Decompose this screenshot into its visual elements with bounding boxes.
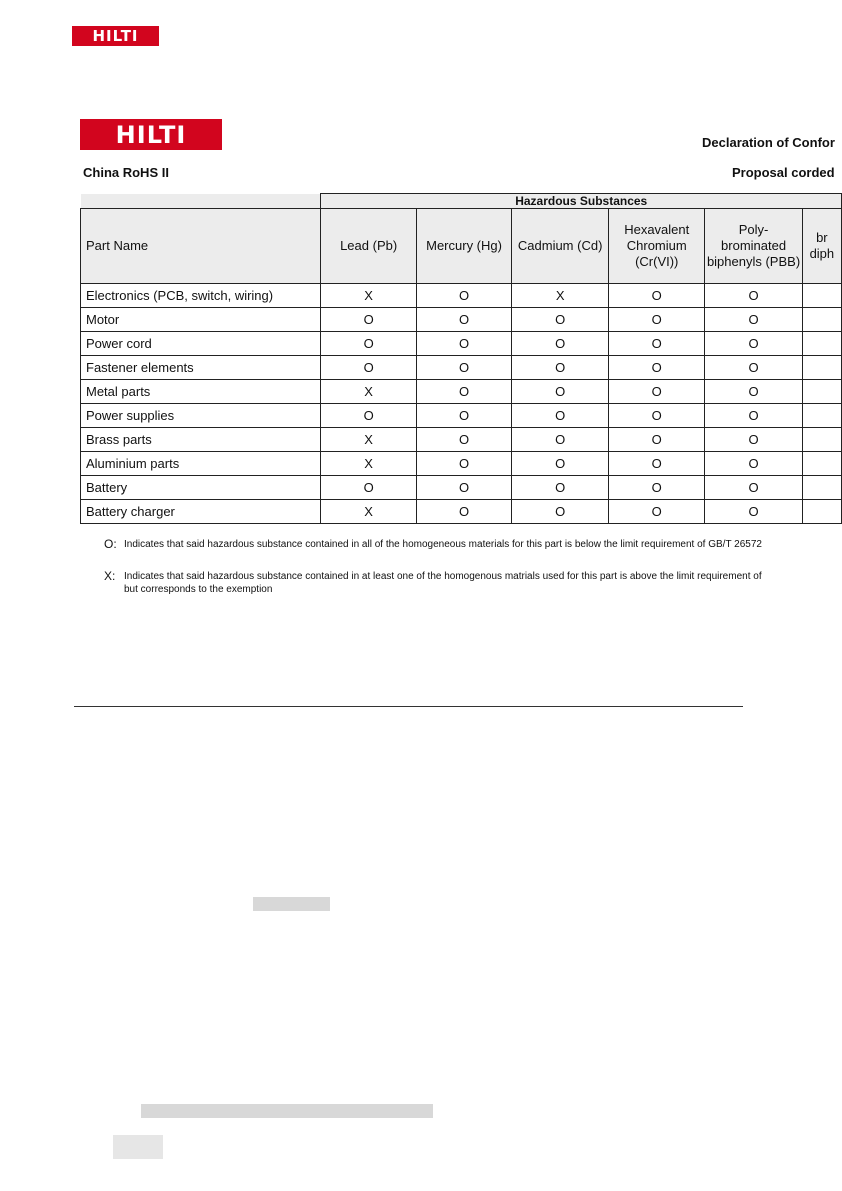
redacted-bar — [141, 1104, 433, 1118]
substance-value-cell: O — [705, 476, 802, 500]
substance-value-cell — [802, 284, 841, 308]
group-header-row — [81, 194, 842, 209]
substance-value-cell: O — [321, 332, 416, 356]
column-header-row — [81, 209, 842, 284]
substance-value-cell: O — [705, 428, 802, 452]
substance-value-cell: O — [321, 404, 416, 428]
substance-value-cell: O — [512, 380, 609, 404]
rohs-title: China RoHS II — [83, 165, 169, 180]
substance-value-cell: O — [416, 308, 511, 332]
substance-value-cell: O — [416, 356, 511, 380]
declaration-title: Declaration of Confor — [702, 135, 835, 150]
part-name-cell: Fastener elements — [81, 356, 321, 380]
column-header-hexavalent-chromium: Hexavalent Chromium (Cr(VI)) — [609, 209, 705, 284]
substance-value-cell: X — [321, 284, 416, 308]
table-row — [81, 476, 842, 500]
substance-value-cell: X — [321, 500, 416, 524]
substance-value-cell: O — [512, 356, 609, 380]
substance-value-cell: O — [321, 356, 416, 380]
substance-value-cell: O — [705, 500, 802, 524]
table-row — [81, 332, 842, 356]
substance-value-cell: O — [609, 428, 705, 452]
column-header-pbde: br diph — [802, 209, 841, 284]
substance-value-cell: O — [416, 476, 511, 500]
substance-value-cell: O — [609, 380, 705, 404]
substance-value-cell: O — [705, 404, 802, 428]
substance-value-cell: O — [609, 284, 705, 308]
legend-x-text — [124, 570, 762, 596]
substance-value-cell: O — [416, 380, 511, 404]
legend-x-symbol: X: — [104, 569, 116, 583]
substance-value-cell: O — [609, 476, 705, 500]
part-name-cell: Brass parts — [81, 428, 321, 452]
legend-x-text-line2: but corresponds to the exemption — [124, 584, 273, 595]
substance-value-cell: O — [512, 404, 609, 428]
table-row — [81, 428, 842, 452]
table-row — [81, 500, 842, 524]
substance-value-cell: O — [705, 356, 802, 380]
table-body — [81, 284, 842, 524]
column-header-cadmium: Cadmium (Cd) — [512, 209, 609, 284]
substance-value-cell: O — [321, 308, 416, 332]
legend-o-text: Indicates that said hazardous substance contained in all of the homogeneous materials for this part is below the limit requirement of GB/T 26572 — [124, 539, 762, 550]
substance-value-cell — [802, 308, 841, 332]
column-header-mercury: Mercury (Hg) — [416, 209, 511, 284]
substance-value-cell: O — [512, 428, 609, 452]
table-row — [81, 404, 842, 428]
substance-value-cell: O — [705, 308, 802, 332]
column-header-pbb: Poly- brominated biphenyls (PBB) — [705, 209, 802, 284]
substance-value-cell: O — [416, 332, 511, 356]
substance-value-cell: O — [609, 308, 705, 332]
substance-value-cell: O — [321, 476, 416, 500]
divider-line — [74, 706, 743, 707]
substance-value-cell: O — [512, 332, 609, 356]
substance-value-cell — [802, 500, 841, 524]
part-name-cell: Motor — [81, 308, 321, 332]
substance-value-cell — [802, 452, 841, 476]
proposal-title: Proposal corded — [732, 165, 835, 180]
substance-value-cell: O — [609, 356, 705, 380]
substance-value-cell: O — [512, 452, 609, 476]
substance-value-cell: X — [512, 284, 609, 308]
redacted-bar — [253, 897, 330, 911]
substance-value-cell: O — [512, 476, 609, 500]
substance-value-cell: O — [416, 404, 511, 428]
substance-value-cell: X — [321, 452, 416, 476]
substance-value-cell: O — [416, 500, 511, 524]
table-row — [81, 356, 842, 380]
part-name-cell: Power cord — [81, 332, 321, 356]
substance-value-cell: O — [512, 308, 609, 332]
part-name-cell: Metal parts — [81, 380, 321, 404]
legend-x — [104, 570, 762, 596]
substance-value-cell: O — [705, 284, 802, 308]
substance-value-cell: O — [705, 380, 802, 404]
substance-value-cell — [802, 332, 841, 356]
legend-o — [104, 538, 762, 551]
part-name-cell: Battery — [81, 476, 321, 500]
table-row — [81, 380, 842, 404]
substance-value-cell: X — [321, 428, 416, 452]
table-row — [81, 452, 842, 476]
substance-value-cell — [802, 476, 841, 500]
substance-value-cell — [802, 428, 841, 452]
substance-value-cell: O — [512, 500, 609, 524]
column-header-lead: Lead (Pb) — [321, 209, 416, 284]
part-name-cell: Electronics (PCB, switch, wiring) — [81, 284, 321, 308]
hilti-logo-small: HILTI — [72, 26, 159, 46]
substance-value-cell: O — [705, 452, 802, 476]
substance-value-cell: O — [609, 332, 705, 356]
part-name-cell: Aluminium parts — [81, 452, 321, 476]
substance-value-cell: O — [609, 452, 705, 476]
substance-value-cell: O — [609, 404, 705, 428]
substance-value-cell: O — [416, 452, 511, 476]
hazardous-substances-header: Hazardous Substances — [321, 194, 842, 209]
legend-x-text-line1: Indicates that said hazardous substance contained in at least one of the homogenous matrials used for this part is above the limit requirement of — [124, 571, 762, 582]
hilti-logo-large: HILTI — [80, 119, 222, 150]
substance-value-cell — [802, 404, 841, 428]
table-row — [81, 284, 842, 308]
substance-value-cell: O — [705, 332, 802, 356]
table-row — [81, 308, 842, 332]
substance-value-cell — [802, 380, 841, 404]
substance-value-cell: O — [416, 428, 511, 452]
substance-value-cell — [802, 356, 841, 380]
redacted-bar — [113, 1135, 163, 1159]
part-name-cell: Battery charger — [81, 500, 321, 524]
hazardous-substances-table — [80, 193, 842, 524]
column-header-part-name: Part Name — [81, 209, 321, 284]
substance-value-cell: O — [416, 284, 511, 308]
blank-corner — [81, 194, 321, 209]
substance-value-cell: O — [609, 500, 705, 524]
legend-o-symbol: O: — [104, 537, 117, 551]
part-name-cell: Power supplies — [81, 404, 321, 428]
substance-value-cell: X — [321, 380, 416, 404]
